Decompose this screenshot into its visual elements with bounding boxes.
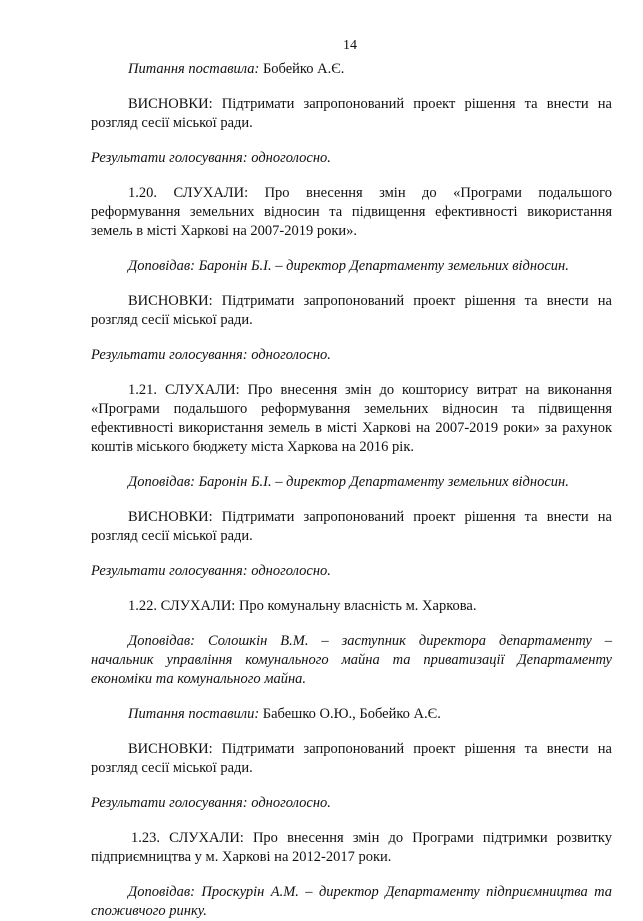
voting-result (91, 149, 612, 168)
voting-value: одноголосно. (247, 795, 331, 811)
heard-item-1-23: 1.23. СЛУХАЛИ: Про внесення змін до Програми підтримки розвитку підприємництва у м. Харкові на 2012-2017 роки. (91, 830, 612, 865)
voting-label: Результати голосування: (91, 795, 248, 811)
voting-result (91, 794, 612, 813)
raised-by-names: Бабешко О.Ю., Бобейко А.Є. (259, 706, 441, 722)
raised-by-names: Бобейко А.Є. (259, 61, 345, 77)
voting-label: Результати голосування: (91, 563, 248, 579)
speaker-paragraph: Доповідав: Проскурін А.М. – директор Департаменту підприємництва та споживчого ринку. (91, 884, 612, 919)
page-content (91, 60, 612, 921)
heard-item-1-20: 1.20. СЛУХАЛИ: Про внесення змін до «Програми подальшого реформування земельних відносин та підвищення ефективності використання земель в місті Харкові на 2007-2019 роки». (91, 185, 612, 239)
raised-by-label: Питання поставили: (128, 706, 260, 722)
voting-value: одноголосно. (247, 150, 331, 166)
conclusion-paragraph: ВИСНОВКИ: Підтримати запропонований проект рішення та внести на розгляд сесії міської ради. (91, 96, 612, 131)
conclusion-paragraph: ВИСНОВКИ: Підтримати запропонований проект рішення та внести на розгляд сесії міської ради. (91, 741, 612, 776)
speaker-paragraph: Доповідав: Баронін Б.І. – директор Департаменту земельних відносин. (128, 474, 569, 490)
raised-by-label: Питання поставила: (128, 61, 260, 77)
heard-item-1-22: 1.22. СЛУХАЛИ: Про комунальну власність м. Харкова. (128, 598, 477, 614)
raised-by-paragraph (91, 60, 612, 79)
voting-label: Результати голосування: (91, 150, 248, 166)
conclusion-paragraph: ВИСНОВКИ: Підтримати запропонований проект рішення та внести на розгляд сесії міської ради. (91, 509, 612, 544)
raised-by-paragraph (91, 705, 612, 724)
speaker-paragraph: Доповідав: Солошкін В.М. – заступник директора департаменту – начальник управління комунального майна та приватизації Департаменту економіки та комунального майна. (91, 633, 612, 687)
voting-result (91, 562, 612, 581)
voting-value: одноголосно. (247, 347, 331, 363)
voting-value: одноголосно. (247, 563, 331, 579)
heard-item-1-21: 1.21. СЛУХАЛИ: Про внесення змін до кошторису витрат на виконання «Програми подальшого реформування земельних відносин та підвищення ефективності використання земель в місті Харкові на 2007-2019 роки» за рахунок коштів міського бюджету міста Харкова на 2016 рік. (91, 382, 612, 455)
speaker-paragraph: Доповідав: Баронін Б.І. – директор Департаменту земельних відносин. (128, 258, 569, 274)
page-number: 14 (343, 38, 357, 53)
conclusion-paragraph: ВИСНОВКИ: Підтримати запропонований проект рішення та внести на розгляд сесії міської ради. (91, 293, 612, 328)
voting-result (91, 346, 612, 365)
voting-label: Результати голосування: (91, 347, 248, 363)
